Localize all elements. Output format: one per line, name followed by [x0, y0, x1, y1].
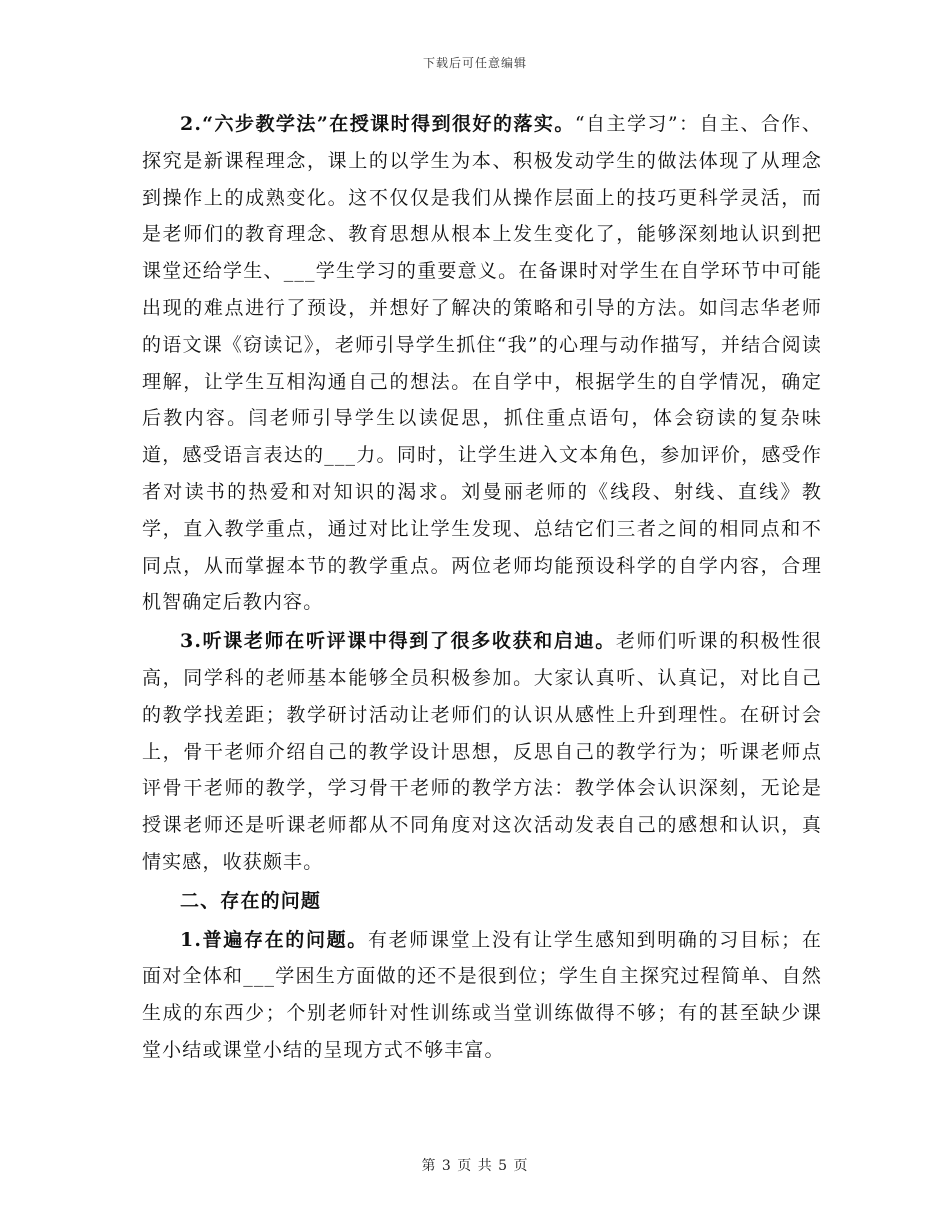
- paragraph-body: 有老师课堂上没有让学生感知到明确的习目标；在面对全体和___学困生方面做的还不是很到位；学生自主探究过程简单、自然生成的东西少；个别老师针对性训练或当堂训练做得不够；有的甚至缺少课堂小结或课堂小结的呈现方式不够丰富。: [142, 928, 822, 1061]
- paragraph-body: 老师们听课的积极性很高，同学科的老师基本能够全员积极参加。大家认真听、认真记，对比自己的教学找差距；教学研讨活动让老师们的认识从感性上升到理性。在研讨会上，骨干老师介绍自己的教学设计思想，反思自己的教学行为；听课老师点评骨干老师的教学，学习骨干老师的教学方法：教学体会认识深刻，无论是授课老师还是听课老师都从不同角度对这次活动发表自己的感想和认识，真情实感，收获颇丰。: [142, 630, 822, 873]
- header-note: 下载后可任意编辑: [422, 56, 527, 70]
- paragraph-body: “自主学习”：自主、合作、探究是新课程理念，课上的以学生为本、积极发动学生的做法体现了从理念到操作上的成熟变化。这不仅仅是我们从操作层面上的技巧更科学灵活，而是老师们的教育理念、教育思想从根本上发生变化了，能够深刻地认识到把课堂还给学生、___学生学习的重要意义。在备课时对学生在自学环节中可能出现的难点进行了预设，并想好了解决的策略和引导的方法。如闫志华老师的语文课《窃读记》，老师引导学生抓住“我”的心理与动作描写，并结合阅读理解，让学生互相沟通自己的想法。在自学中，根据学生的自学情况，确定后教内容。闫老师引导学生以读促思，抓住重点语句，体会窃读的复杂味道，感受语言表达的___力。同时，让学生进入文本角色，参加评价，感受作者对读书的热爱和对知识的渴求。刘曼丽老师的《线段、射线、直线》教学，直入教学重点，通过对比让学生发现、总结它们三者之间的相同点和不同点，从而掌握本节的教学重点。两位老师均能预设科学的自学内容，合理机智确定后教内容。: [142, 113, 823, 614]
- page-number: 第 3 页 共 5 页: [421, 1158, 529, 1174]
- paragraph-common-problems: [142, 922, 822, 1069]
- section-heading-problems: 二、存在的问题: [180, 889, 322, 912]
- document-body: [142, 106, 822, 1071]
- paragraph-lead: 3.听课老师在听评课中得到了很多收获和启迪。: [180, 630, 616, 653]
- paragraph-six-step-method: [142, 106, 822, 621]
- paragraph-lead: 1.普遍存在的问题。: [180, 928, 368, 951]
- paragraph-lead: 2.“六步教学法”在授课时得到很好的落实。: [180, 113, 575, 135]
- paragraph-observer-gains: [142, 623, 822, 881]
